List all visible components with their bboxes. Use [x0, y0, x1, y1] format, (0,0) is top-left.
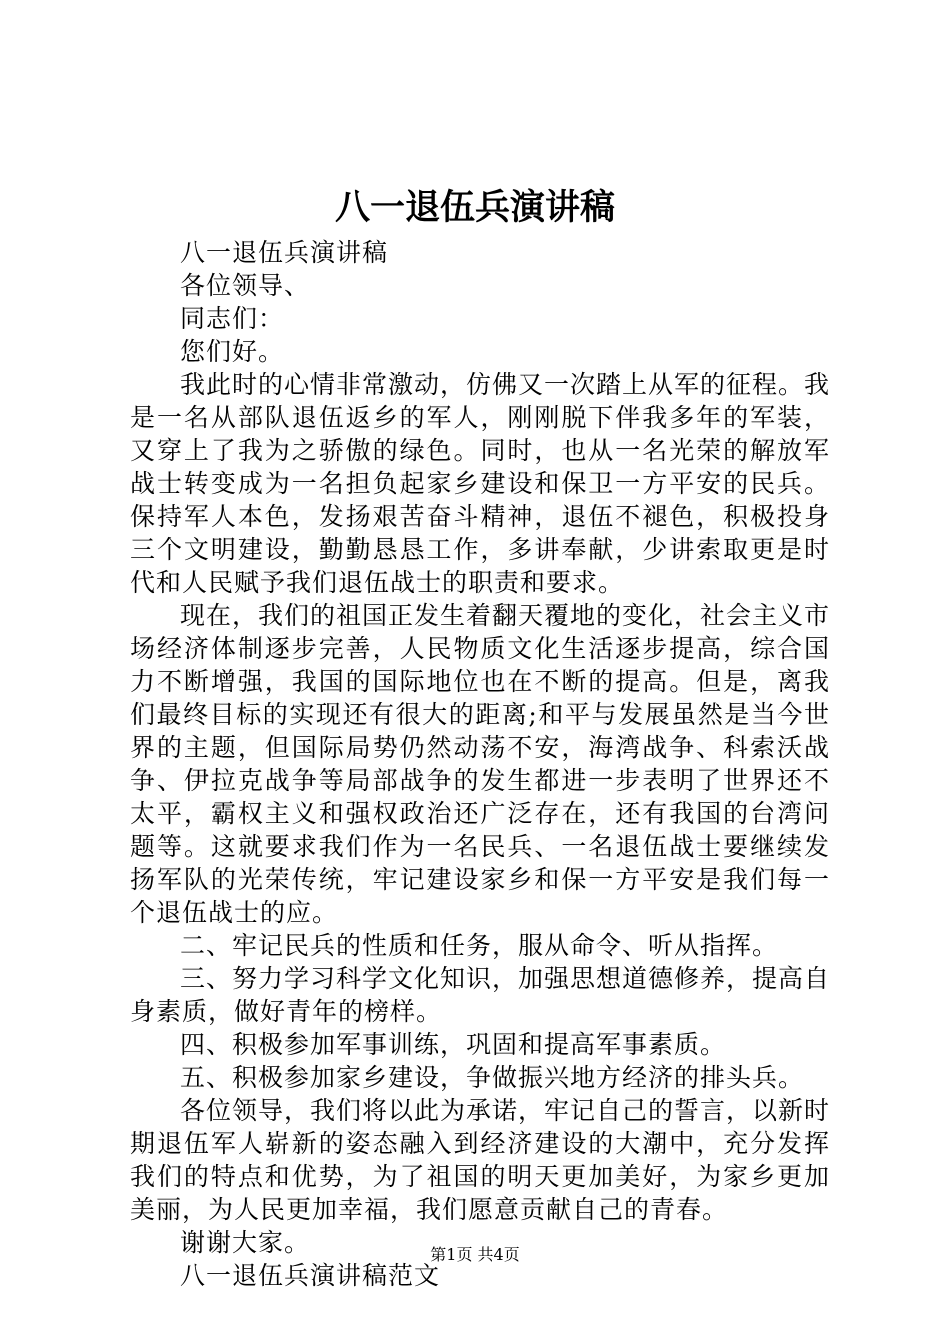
paragraph-commitment: 各位领导，我们将以此为承诺，牢记自己的誓言，以新时期退伍军人崭新的姿态融入到经济建设的大潮中，充分发挥我们的特点和优势，为了祖国的明天更加美好，为家乡更加美丽，为人民更加幸福，我们愿意贡献自己的青春。: [130, 1096, 831, 1224]
paragraph-heading: 八一退伍兵演讲稿: [180, 238, 389, 267]
paragraph-situation: 现在，我们的祖国正发生着翻天覆地的变化，社会主义市场经济体制逐步完善，人民物质文化生活逐步提高，综合国力不断增强，我国的国际地位也在不断的提高。但是，离我们最终目标的实现还有很大的距离;和平与发展虽然是当今世界的主题，但国际局势仍然动荡不安，海湾战争、科索沃战争、伊拉克战争等局部战争的发生都进一步表明了世界还不太平，霸权主义和强权政治还广泛存在，还有我国的台湾问题等。这就要求我们作为一名民兵、一名退伍战士要继续发扬军队的光荣传统，牢记建设家乡和保一方平安是我们每一个退伍战士的应。: [130, 601, 831, 927]
page-footer: 第1页 共4页: [430, 1245, 520, 1264]
paragraph-thanks: 谢谢大家。: [180, 1228, 311, 1257]
paragraph-point-three: 三、努力学习科学文化知识，加强思想道德修养，提高自身素质，做好青年的榜样。: [130, 964, 831, 1026]
paragraph-greeting: 您们好。: [180, 337, 285, 366]
paragraph-salutation-leaders: 各位领导、: [180, 271, 311, 300]
page-title: 八一退伍兵演讲稿: [334, 187, 615, 228]
paragraph-salutation-comrades: 同志们：: [180, 304, 285, 333]
paragraph-next-section-title: 八一退伍兵演讲稿范文: [180, 1261, 441, 1290]
paragraph-point-five: 五、积极参加家乡建设，争做振兴地方经济的排头兵。: [180, 1063, 805, 1092]
document-body: [130, 236, 830, 1292]
paragraph-point-two: 二、牢记民兵的性质和任务，服从命令、听从指挥。: [180, 931, 779, 960]
paragraph-intro: 我此时的心情非常激动，仿佛又一次踏上从军的征程。我是一名从部队退伍返乡的军人，刚刚脱下伴我多年的军装，又穿上了我为之骄傲的绿色。同时，也从一名光荣的解放军战士转变成为一名担负起家乡建设和保卫一方平安的民兵。保持军人本色，发扬艰苦奋斗精神，退伍不褪色，积极投身三个文明建设，勤勤恳恳工作，多讲奉献，少讲索取更是时代和人民赋予我们退伍战士的职责和要求。: [130, 370, 831, 597]
paragraph-point-four: 四、积极参加军事训练，巩固和提高军事素质。: [180, 1030, 727, 1059]
